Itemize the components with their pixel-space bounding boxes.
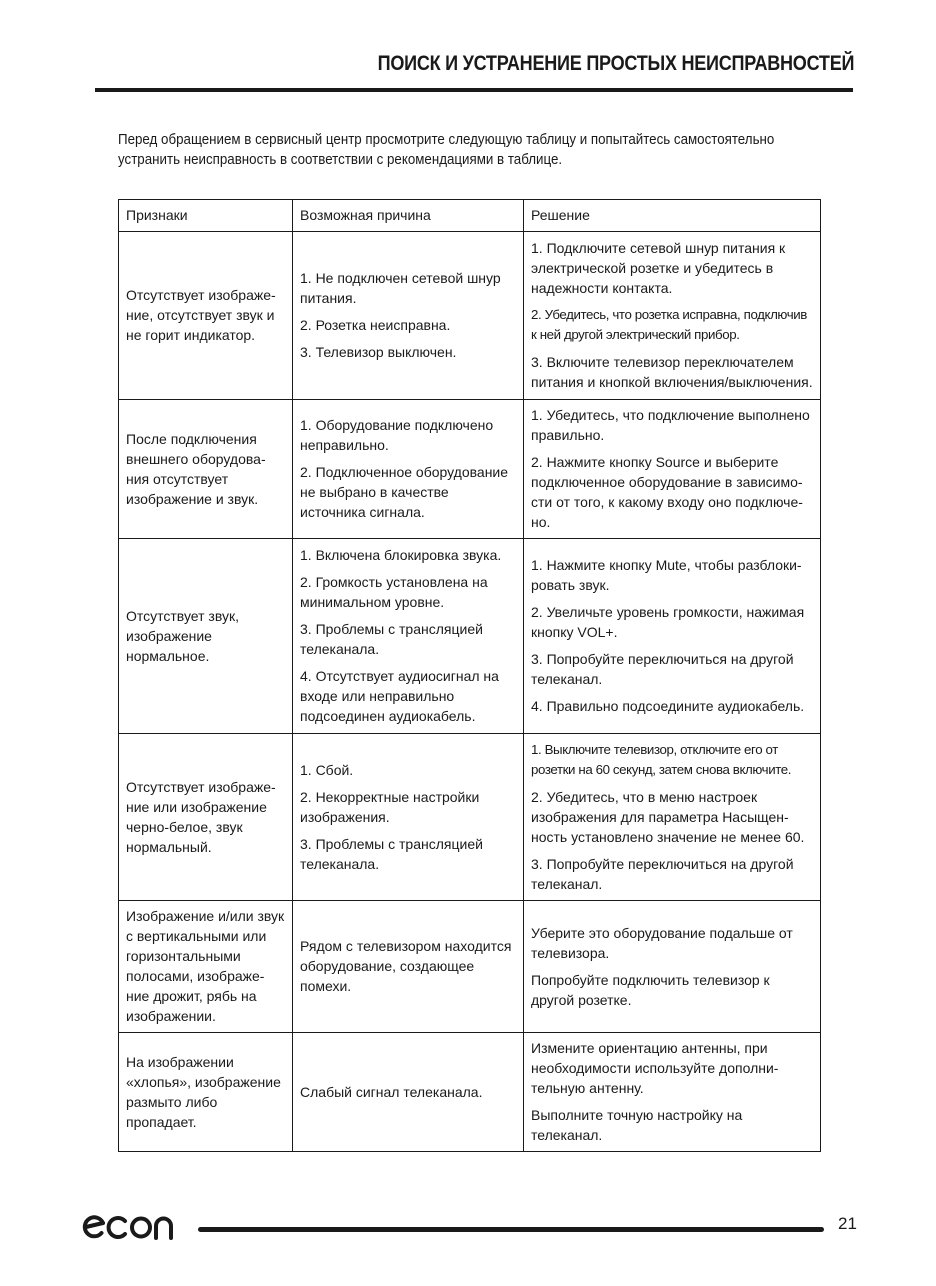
table-row	[119, 400, 821, 539]
symptom-cell	[119, 232, 293, 400]
header-solutions: Решение	[524, 200, 821, 232]
symptom-text: На изображении «хлопья», изображение размыто либо пропадает.	[126, 1053, 281, 1130]
solution-cell	[524, 1033, 821, 1152]
header-rule	[95, 88, 853, 92]
header-symptoms: Признаки	[119, 200, 293, 232]
solution-item: Измените ориентацию антенны, при необходимости используйте дополни-тельную антенну.	[531, 1040, 779, 1096]
econ-logo	[82, 1210, 178, 1249]
solution-item: 2. Увеличьте уровень громкости, нажимая кнопку VOL+.	[531, 604, 805, 640]
table-row	[119, 901, 821, 1033]
cause-item: 3. Проблемы с трансляцией телеканала.	[300, 835, 483, 872]
symptom-text: После подключения внешнего оборудова-ния отсутствует изображение и звук.	[126, 430, 266, 507]
symptom-cell	[119, 734, 293, 901]
cause-item: 2. Громкость установлена на минимальном уровне.	[300, 574, 488, 610]
cause-item: 3. Телевизор выключен.	[300, 344, 457, 360]
cause-item: 1. Не подключен сетевой шнур питания.	[300, 270, 501, 306]
table-row	[119, 232, 821, 400]
solution-item: 2. Нажмите кнопку Source и выберите подключенное оборудование в зависимо-сти от того, к какому входу оно подключе-но.	[531, 454, 803, 530]
solution-item: Попробуйте подключить телевизор к другой розетке.	[531, 971, 770, 1008]
cause-item: 3. Проблемы с трансляцией телеканала.	[300, 621, 483, 657]
cause-item: 2. Подключенное оборудование не выбрано в качестве источника сигнала.	[300, 464, 509, 520]
table-row	[119, 1033, 821, 1152]
symptom-text: Отсутствует звук, изображение нормальное.	[126, 607, 239, 664]
cause-item: 1. Оборудование подключено неправильно.	[300, 417, 494, 453]
solution-item: 1. Подключите сетевой шнур питания к электрической розетке и убедитесь в надежности контакта.	[531, 240, 786, 296]
cause-item: 4. Отсутствует аудиосигнал на входе или неправильно подсоединен аудиокабель.	[300, 668, 499, 724]
solution-item: 4. Правильно подсоедините аудиокабель.	[531, 698, 805, 714]
table-row	[119, 734, 821, 901]
header-causes: Возможная причина	[293, 200, 524, 232]
econ-logo-graphic	[82, 1210, 178, 1244]
solution-item: 1. Убедитесь, что подключение выполнено правильно.	[531, 407, 810, 443]
cause-item: 2. Некорректные настройки изображения.	[300, 788, 480, 825]
cause-item: Слабый сигнал телеканала.	[300, 1083, 483, 1100]
troubleshooting-table	[118, 199, 821, 1152]
symptom-cell	[119, 400, 293, 539]
footer-rule	[198, 1227, 824, 1232]
solution-item: 3. Попробуйте переключиться на другой телеканал.	[531, 651, 794, 687]
solution-item: 2. Убедитесь, что розетка исправна, подключив к ней другой электрический прибор.	[531, 307, 807, 342]
solution-item: 3. Включите телевизор переключателем питания и кнопкой включения/выключения.	[531, 354, 813, 390]
intro-paragraph: Перед обращением в сервисный центр просмотрите следующую таблицу и попытайтесь самостоятельно устранить неисправность в соответствии с рекомендациями в таблице.	[118, 132, 775, 168]
cause-item: 2. Розетка неисправна.	[300, 317, 451, 333]
solution-item: 3. Попробуйте переключиться на другой телеканал.	[531, 855, 794, 892]
symptom-cell	[119, 539, 293, 734]
solution-cell	[524, 232, 821, 400]
table-row	[119, 539, 821, 734]
cause-item: 1. Сбой.	[300, 761, 354, 778]
symptom-cell	[119, 1033, 293, 1152]
solution-cell	[524, 539, 821, 734]
symptom-text: Отсутствует изображе-ние или изображение черно-белое, звук нормальный.	[126, 778, 276, 855]
solution-item: 1. Выключите телевизор, отключите его от розетки на 60 секунд, затем снова включите.	[531, 741, 792, 777]
solution-item: 2. Убедитесь, что в меню настроек изображения для параметра Насыщен-ность установлено значение не менее 60.	[531, 788, 805, 845]
cause-cell	[293, 400, 524, 539]
solution-cell	[524, 901, 821, 1033]
symptom-text: Изображение и/или звук с вертикальными или горизонтальными полосами, изображе-ние дрожит, рябь на изображении.	[126, 908, 285, 1024]
symptom-cell	[119, 901, 293, 1033]
cause-item: 1. Включена блокировка звука.	[300, 547, 502, 563]
cause-cell	[293, 734, 524, 901]
cause-cell	[293, 1033, 524, 1152]
page-title: ПОИСК И УСТРАНЕНИЕ ПРОСТЫХ НЕИСПРАВНОСТЕЙ	[377, 52, 854, 75]
solution-cell	[524, 734, 821, 901]
cause-item: Рядом с телевизором находится оборудование, создающее помехи.	[300, 938, 512, 994]
cause-cell	[293, 901, 524, 1033]
page-number: 21	[838, 1214, 857, 1233]
table-header-row	[119, 200, 821, 232]
solution-cell	[524, 400, 821, 539]
solution-item: Уберите это оборудование подальше от телевизора.	[531, 924, 793, 961]
cause-cell	[293, 232, 524, 400]
solution-item: Выполните точную настройку на телеканал.	[531, 1107, 743, 1143]
symptom-text: Отсутствует изображе-ние, отсутствует звук и не горит индикатор.	[126, 287, 276, 343]
cause-cell	[293, 539, 524, 734]
solution-item: 1. Нажмите кнопку Mute, чтобы разблоки-ровать звук.	[531, 557, 802, 593]
